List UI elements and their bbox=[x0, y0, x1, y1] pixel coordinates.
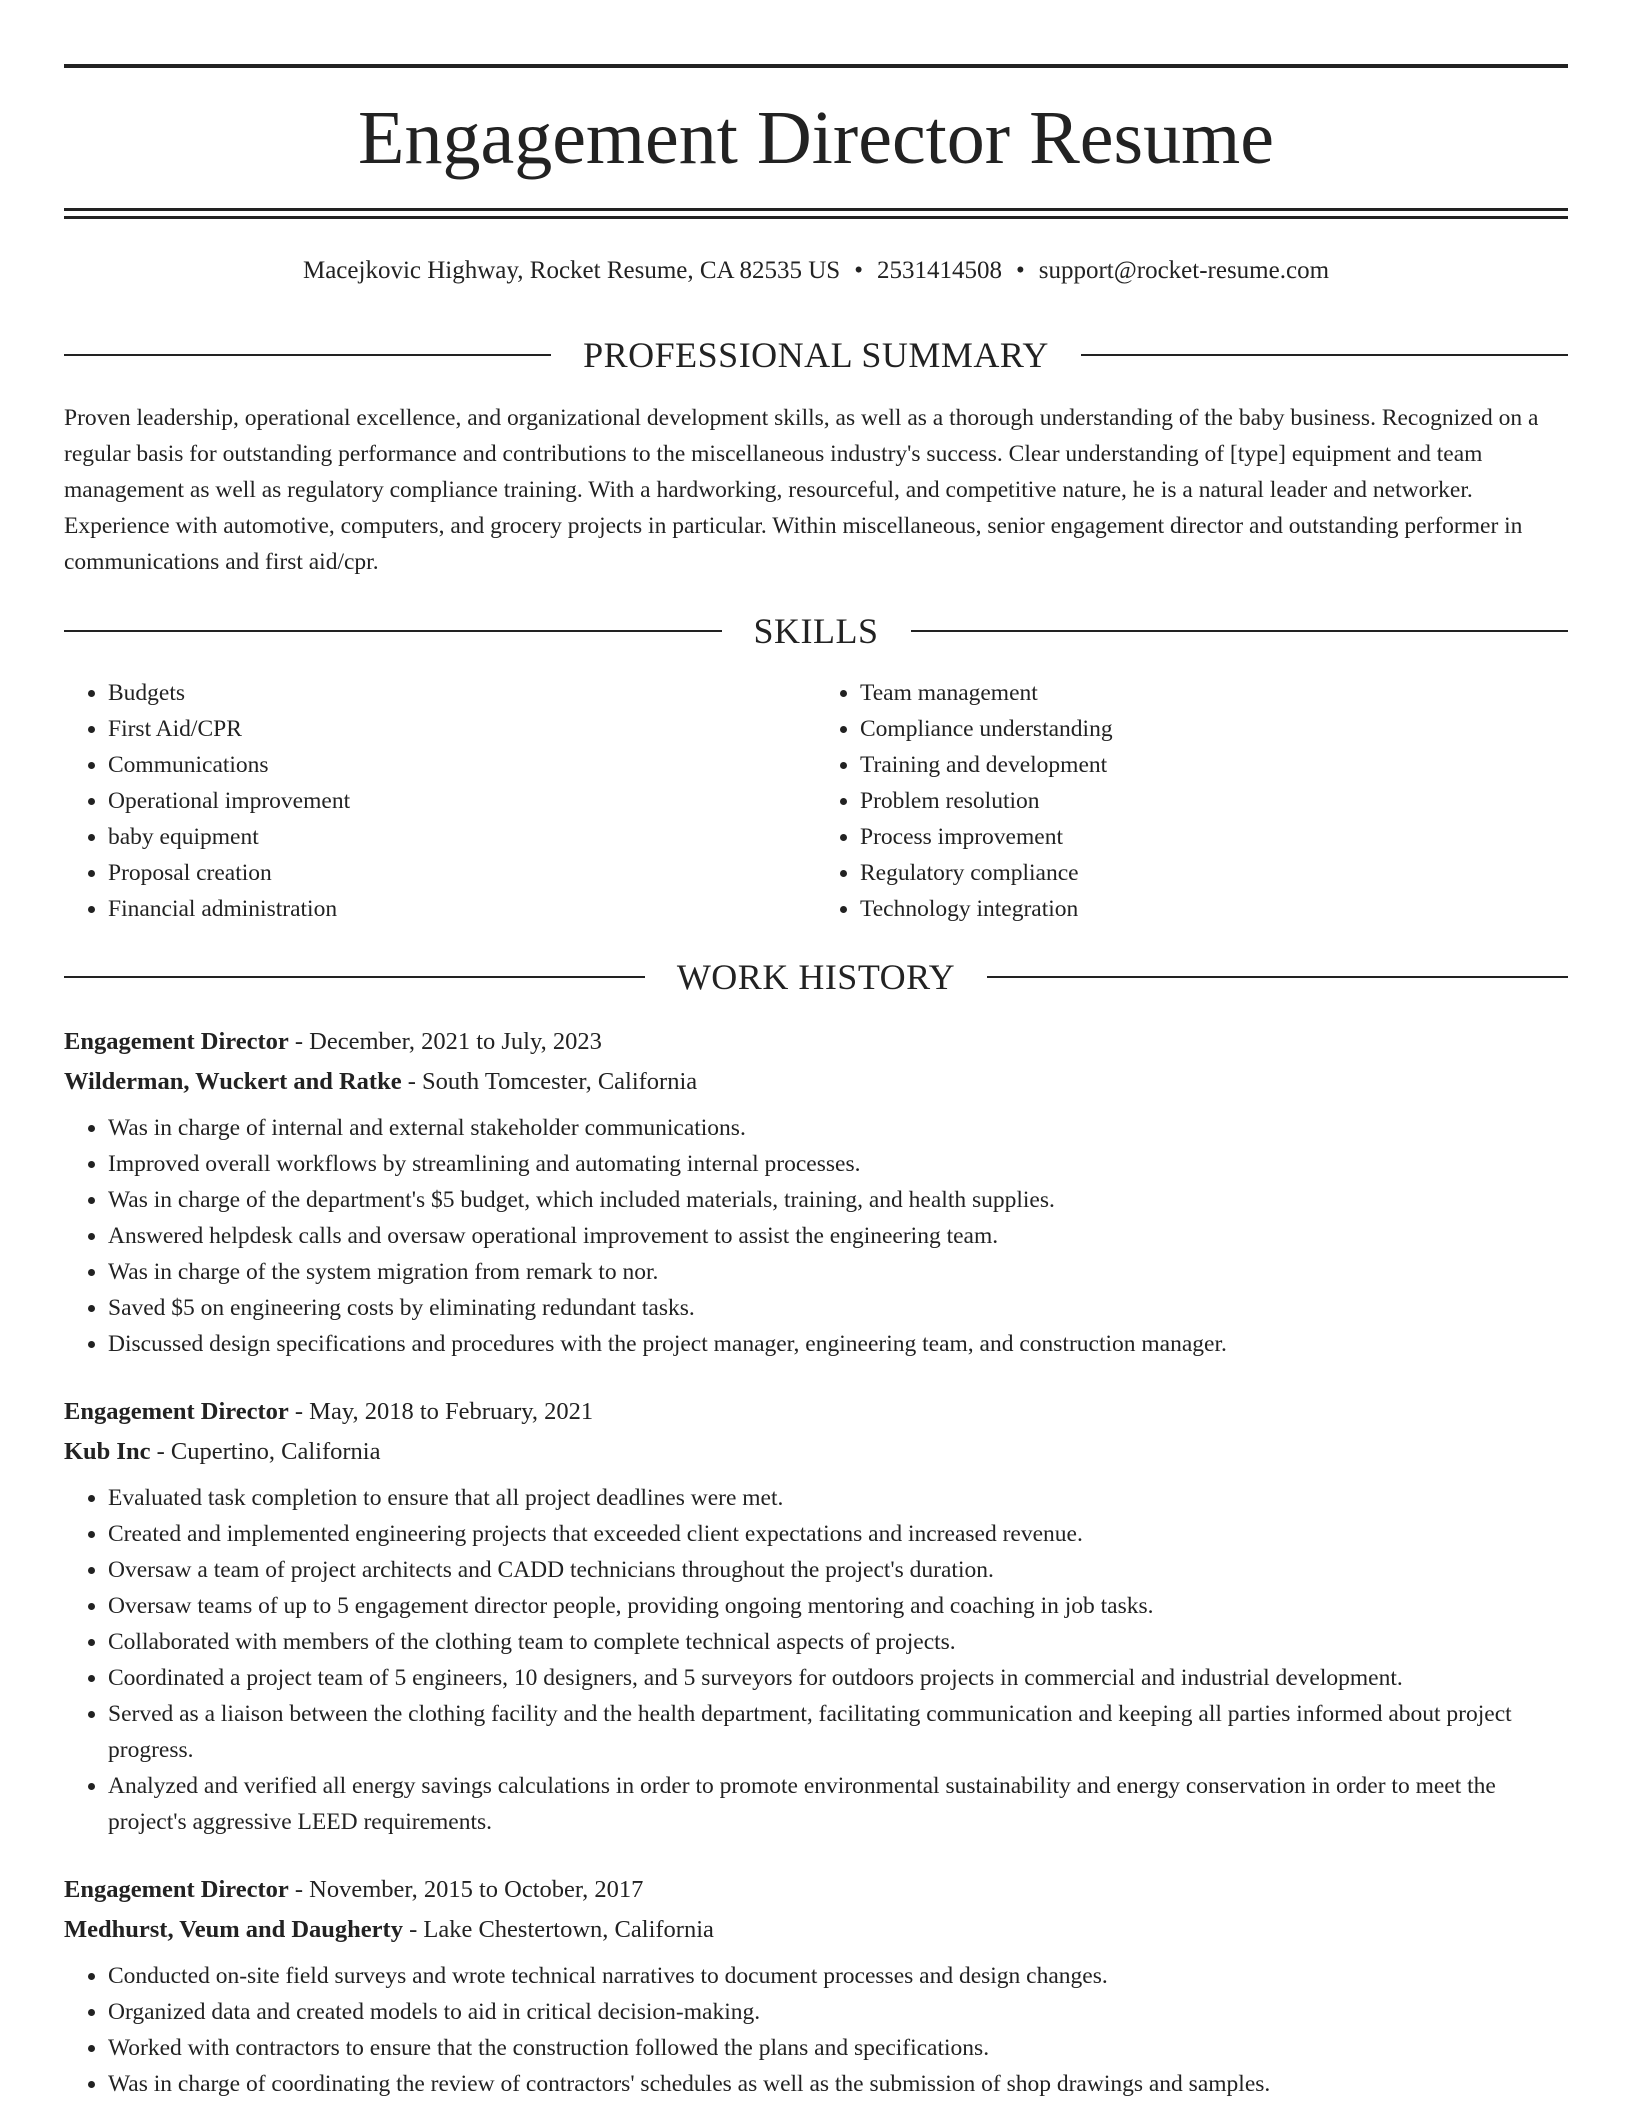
job-company: Medhurst, Veum and Daugherty bbox=[64, 1916, 403, 1943]
job-title-line bbox=[64, 1870, 1568, 1910]
skill-item: • Financial administration bbox=[108, 891, 816, 927]
skills-section-heading bbox=[64, 609, 1568, 653]
skill-item: • Budgets bbox=[108, 675, 816, 711]
resume-title: Engagement Director Resume bbox=[358, 96, 1274, 180]
job-company: Wilderman, Wuckert and Ratke bbox=[64, 1068, 402, 1095]
job-entry bbox=[64, 1392, 1568, 1840]
skill-item: • Regulatory compliance bbox=[860, 855, 1568, 891]
job-title-line bbox=[64, 1022, 1568, 1062]
job-title: Engagement Director bbox=[64, 1398, 289, 1425]
skill-item: • baby equipment bbox=[108, 819, 816, 855]
contact-separator: • bbox=[1015, 257, 1025, 284]
divider-line bbox=[1081, 354, 1568, 356]
skill-item: • Communications bbox=[108, 747, 816, 783]
skills-heading-label: SKILLS bbox=[753, 611, 879, 651]
job-bullet: • Saved $5 on engineering costs by eliminating redundant tasks. bbox=[108, 1290, 1568, 1326]
job-bullet: • Was in charge of the department's $5 budget, which included materials, training, and health supplies. bbox=[108, 1182, 1568, 1218]
job-bullet: • Oversaw a team of project architects and CADD technicians throughout the project's duration. bbox=[108, 1552, 1568, 1588]
job-bullet: • Improved overall workflows by streamlining and automating internal processes. bbox=[108, 1146, 1568, 1182]
job-bullet: • Served as a liaison between the clothing facility and the health department, facilitating communication and keeping all parties informed about project progress. bbox=[108, 1696, 1568, 1768]
job-title-line bbox=[64, 1392, 1568, 1432]
skill-item: • Training and development bbox=[860, 747, 1568, 783]
work-history-section-heading bbox=[64, 955, 1568, 999]
job-bullet: • Worked with contractors to ensure that the construction followed the plans and specifications. bbox=[108, 2030, 1568, 2066]
job-bullet: • Discussed design specifications and procedures with the project manager, engineering team, and construction manager. bbox=[108, 1326, 1568, 1362]
skill-item: • Proposal creation bbox=[108, 855, 816, 891]
job-bullet: • Oversaw teams of up to 5 engagement director people, providing ongoing mentoring and coaching in job tasks. bbox=[108, 1588, 1568, 1624]
skill-item: • Operational improvement bbox=[108, 783, 816, 819]
job-entry bbox=[64, 1022, 1568, 1362]
job-bullets bbox=[64, 1958, 1568, 2102]
job-bullet: • Organized data and created models to aid in critical decision-making. bbox=[108, 1994, 1568, 2030]
skills-list bbox=[64, 675, 1568, 927]
top-rule bbox=[64, 64, 1568, 68]
skills-column-left bbox=[64, 675, 816, 927]
contact-line bbox=[64, 254, 1568, 288]
job-dates: - May, 2018 to February, 2021 bbox=[288, 1398, 594, 1425]
contact-address: Macejkovic Highway, Rocket Resume, CA 82535 US bbox=[302, 257, 841, 284]
job-bullet: • Coordinated a project team of 5 engineers, 10 designers, and 5 surveyors for outdoors projects in commercial and industrial development. bbox=[108, 1660, 1568, 1696]
summary-heading-label: PROFESSIONAL SUMMARY bbox=[583, 335, 1049, 375]
job-bullet: • Collaborated with members of the clothing team to complete technical aspects of projects. bbox=[108, 1624, 1568, 1660]
job-location: - South Tomcester, California bbox=[401, 1068, 698, 1095]
job-bullets bbox=[64, 1110, 1568, 1362]
job-bullet: • Analyzed and verified all energy savings calculations in order to promote environmental sustainability and energy conservation in order to meet the project's aggressive LEED requirements. bbox=[108, 1768, 1568, 1840]
job-bullet: • Answered helpdesk calls and oversaw operational improvement to assist the engineering team. bbox=[108, 1218, 1568, 1254]
divider-line bbox=[64, 630, 722, 632]
job-bullet: • Created and implemented engineering projects that exceeded client expectations and increased revenue. bbox=[108, 1516, 1568, 1552]
job-entry bbox=[64, 1870, 1568, 2102]
job-bullet: • Was in charge of coordinating the review of contractors' schedules as well as the submission of shop drawings and samples. bbox=[108, 2066, 1568, 2102]
skill-item: • Problem resolution bbox=[860, 783, 1568, 819]
job-company-line bbox=[64, 1910, 1568, 1950]
contact-phone: 2531414508 bbox=[876, 257, 1002, 284]
skill-item: • Team management bbox=[860, 675, 1568, 711]
job-bullet: • Conducted on-site field surveys and wrote technical narratives to document processes and design changes. bbox=[108, 1958, 1568, 1994]
contact-separator: • bbox=[854, 257, 863, 284]
job-company-line bbox=[64, 1062, 1568, 1102]
skill-item: • First Aid/CPR bbox=[108, 711, 816, 747]
job-bullet: • Was in charge of the system migration from remark to nor. bbox=[108, 1254, 1568, 1290]
job-bullet: • Evaluated task completion to ensure that all project deadlines were met. bbox=[108, 1480, 1568, 1516]
work-history-list bbox=[64, 1022, 1568, 2112]
contact-email: support@rocket-resume.com bbox=[1038, 257, 1330, 284]
skills-column-right bbox=[816, 675, 1568, 927]
skill-item: • Compliance understanding bbox=[860, 711, 1568, 747]
title-double-rule bbox=[64, 208, 1568, 219]
divider-line bbox=[911, 630, 1569, 632]
job-company-line bbox=[64, 1432, 1568, 1472]
job-location: - Cupertino, California bbox=[150, 1438, 381, 1465]
job-company: Kub Inc bbox=[64, 1438, 151, 1465]
professional-summary-text: Proven leadership, operational excellence, and organizational development skills, as well as a thorough understanding of the baby business. Recognized on a regular basis for outstanding performance and contributions to the miscellaneous industry's success. Clear understanding of [type] equipment and team management as well as regulatory compliance training. With a hardworking, resourceful, and competitive nature, he is a natural leader and networker. Experience with automotive, computers, and grocery projects in particular. Within miscellaneous, senior engagement director and outstanding performer in communications and first aid/cpr. bbox=[64, 405, 1539, 575]
summary-section-heading bbox=[64, 333, 1568, 377]
skill-item: • Technology integration bbox=[860, 891, 1568, 927]
divider-line bbox=[64, 354, 551, 356]
job-dates: - November, 2015 to October, 2017 bbox=[288, 1876, 644, 1903]
work-history-heading-label: WORK HISTORY bbox=[676, 957, 956, 997]
divider-line bbox=[64, 976, 645, 978]
job-title: Engagement Director bbox=[64, 1876, 289, 1903]
job-bullets bbox=[64, 1480, 1568, 1840]
job-title: Engagement Director bbox=[64, 1028, 289, 1055]
job-dates: - December, 2021 to July, 2023 bbox=[288, 1028, 602, 1055]
skill-item: • Process improvement bbox=[860, 819, 1568, 855]
job-bullet: • Was in charge of internal and external stakeholder communications. bbox=[108, 1110, 1568, 1146]
divider-line bbox=[987, 976, 1568, 978]
job-location: - Lake Chestertown, California bbox=[402, 1916, 714, 1943]
